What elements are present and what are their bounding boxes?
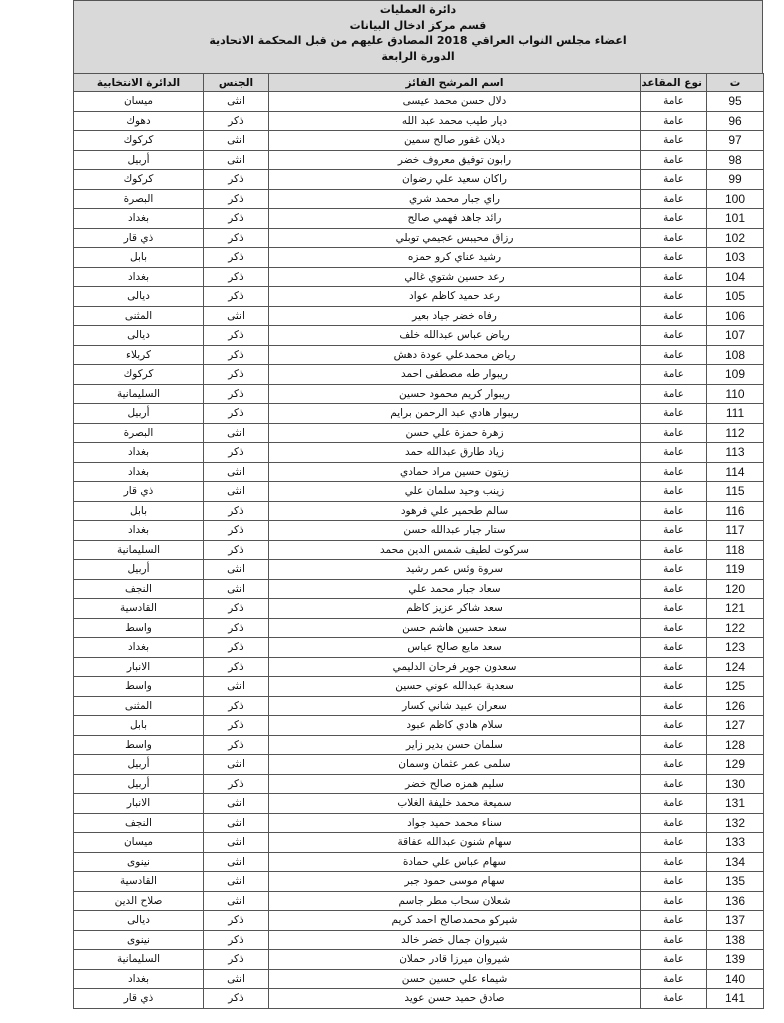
table-row xyxy=(74,248,764,268)
row-seat-type: عامة xyxy=(641,326,707,346)
row-candidate-name: سميعة محمد خليفة الغلاب xyxy=(269,794,641,814)
row-number: 137 xyxy=(707,911,764,931)
row-candidate-name: ريبوار كريم محمود حسين xyxy=(269,384,641,404)
row-number: 125 xyxy=(707,677,764,697)
row-candidate-name: زينب وحيد سلمان علي xyxy=(269,482,641,502)
row-candidate-name: سلمان حسن بدير زاير xyxy=(269,735,641,755)
table-row xyxy=(74,228,764,248)
row-gender: انثى xyxy=(204,833,269,853)
row-candidate-name: رشيد عناي كرو حمزه xyxy=(269,248,641,268)
row-gender: انثى xyxy=(204,462,269,482)
table-row xyxy=(74,521,764,541)
table-row xyxy=(74,384,764,404)
row-district: السليمانية xyxy=(74,384,204,404)
row-district: أربيل xyxy=(74,755,204,775)
table-row xyxy=(74,638,764,658)
row-candidate-name: سعدون جوير فرحان الدليمي xyxy=(269,657,641,677)
row-seat-type: عامة xyxy=(641,150,707,170)
row-seat-type: عامة xyxy=(641,677,707,697)
row-district: بابل xyxy=(74,501,204,521)
row-number: 128 xyxy=(707,735,764,755)
header-department: دائرة العمليات xyxy=(379,3,457,16)
row-gender: انثى xyxy=(204,150,269,170)
members-table xyxy=(73,73,764,1009)
row-gender: انثى xyxy=(204,423,269,443)
row-candidate-name: سعد شاكر عزيز كاظم xyxy=(269,599,641,619)
row-number: 135 xyxy=(707,872,764,892)
row-candidate-name: شيماء علي حسين حسن xyxy=(269,969,641,989)
row-seat-type: عامة xyxy=(641,891,707,911)
row-district: نينوى xyxy=(74,852,204,872)
row-gender: ذكر xyxy=(204,735,269,755)
table-row xyxy=(74,92,764,112)
table-row xyxy=(74,501,764,521)
table-row xyxy=(74,345,764,365)
row-seat-type: عامة xyxy=(641,735,707,755)
row-number: 116 xyxy=(707,501,764,521)
row-number: 108 xyxy=(707,345,764,365)
row-seat-type: عامة xyxy=(641,833,707,853)
row-seat-type: عامة xyxy=(641,852,707,872)
row-district: بغداد xyxy=(74,462,204,482)
row-seat-type: عامة xyxy=(641,911,707,931)
row-gender: ذكر xyxy=(204,248,269,268)
row-seat-type: عامة xyxy=(641,443,707,463)
table-row xyxy=(74,852,764,872)
table-row xyxy=(74,443,764,463)
row-seat-type: عامة xyxy=(641,482,707,502)
row-seat-type: عامة xyxy=(641,501,707,521)
row-gender: انثى xyxy=(204,813,269,833)
row-seat-type: عامة xyxy=(641,423,707,443)
row-candidate-name: ستار جبار عبدالله حسن xyxy=(269,521,641,541)
row-number: 131 xyxy=(707,794,764,814)
table-row xyxy=(74,462,764,482)
row-gender: انثى xyxy=(204,794,269,814)
row-number: 95 xyxy=(707,92,764,112)
row-district: المثنى xyxy=(74,696,204,716)
table-row xyxy=(74,209,764,229)
row-seat-type: عامة xyxy=(641,521,707,541)
row-district: النجف xyxy=(74,579,204,599)
header-title: اعضاء مجلس النواب العراقي 2018 المصادق عليهم من قبل المحكمة الاتحادية xyxy=(209,34,627,47)
row-gender: انثى xyxy=(204,579,269,599)
row-number: 113 xyxy=(707,443,764,463)
row-gender: ذكر xyxy=(204,287,269,307)
row-candidate-name: رياض عباس عبدالله خلف xyxy=(269,326,641,346)
row-candidate-name: راكان سعيد علي رضوان xyxy=(269,170,641,190)
row-candidate-name: سعران عبيد شاني كسار xyxy=(269,696,641,716)
row-number: 103 xyxy=(707,248,764,268)
row-gender: ذكر xyxy=(204,345,269,365)
row-seat-type: عامة xyxy=(641,170,707,190)
row-number: 140 xyxy=(707,969,764,989)
row-candidate-name: سليم همزه صالح خضر xyxy=(269,774,641,794)
row-seat-type: عامة xyxy=(641,462,707,482)
row-district: كركوك xyxy=(74,170,204,190)
table-row xyxy=(74,735,764,755)
row-gender: ذكر xyxy=(204,404,269,424)
row-district: بابل xyxy=(74,716,204,736)
row-gender: انثى xyxy=(204,969,269,989)
row-candidate-name: سهام شنون عبدالله عفاقة xyxy=(269,833,641,853)
row-number: 115 xyxy=(707,482,764,502)
row-gender: ذكر xyxy=(204,989,269,1009)
row-district: النجف xyxy=(74,813,204,833)
row-seat-type: عامة xyxy=(641,306,707,326)
table-row xyxy=(74,111,764,131)
row-number: 99 xyxy=(707,170,764,190)
row-district: بغداد xyxy=(74,209,204,229)
row-candidate-name: شيركو محمدصالح احمد كريم xyxy=(269,911,641,931)
row-candidate-name: سلمى عمر عثمان وسمان xyxy=(269,755,641,775)
row-seat-type: عامة xyxy=(641,111,707,131)
row-number: 120 xyxy=(707,579,764,599)
row-gender: ذكر xyxy=(204,111,269,131)
row-seat-type: عامة xyxy=(641,813,707,833)
table-row xyxy=(74,326,764,346)
row-district: بغداد xyxy=(74,267,204,287)
row-district: بابل xyxy=(74,248,204,268)
row-candidate-name: سعد مايع صالح عباس xyxy=(269,638,641,658)
row-candidate-name: سروة وئس عمر رشيد xyxy=(269,560,641,580)
table-row xyxy=(74,404,764,424)
row-candidate-name: رابون توفيق معروف خضر xyxy=(269,150,641,170)
row-seat-type: عامة xyxy=(641,716,707,736)
row-district: صلاح الدين xyxy=(74,891,204,911)
row-seat-type: عامة xyxy=(641,872,707,892)
row-seat-type: عامة xyxy=(641,969,707,989)
row-gender: ذكر xyxy=(204,540,269,560)
table-row xyxy=(74,131,764,151)
row-candidate-name: سهام عباس علي حمادة xyxy=(269,852,641,872)
row-seat-type: عامة xyxy=(641,540,707,560)
row-number: 123 xyxy=(707,638,764,658)
row-seat-type: عامة xyxy=(641,930,707,950)
row-number: 141 xyxy=(707,989,764,1009)
header-gender: الجنس xyxy=(204,74,269,92)
row-seat-type: عامة xyxy=(641,365,707,385)
row-number: 109 xyxy=(707,365,764,385)
row-district: بغداد xyxy=(74,521,204,541)
row-gender: ذكر xyxy=(204,267,269,287)
row-district: كربلاء xyxy=(74,345,204,365)
row-gender: ذكر xyxy=(204,384,269,404)
table-row xyxy=(74,170,764,190)
row-candidate-name: سركوت لطيف شمس الدين محمد xyxy=(269,540,641,560)
row-district: القادسية xyxy=(74,599,204,619)
row-number: 104 xyxy=(707,267,764,287)
row-seat-type: عامة xyxy=(641,228,707,248)
row-candidate-name: رعد حميد كاظم عواد xyxy=(269,287,641,307)
row-number: 111 xyxy=(707,404,764,424)
row-district: كركوك xyxy=(74,131,204,151)
row-district: السليمانية xyxy=(74,950,204,970)
row-seat-type: عامة xyxy=(641,696,707,716)
row-seat-type: عامة xyxy=(641,950,707,970)
row-number: 133 xyxy=(707,833,764,853)
row-candidate-name: دلال حسن محمد عيسى xyxy=(269,92,641,112)
row-seat-type: عامة xyxy=(641,989,707,1009)
row-district: ديالى xyxy=(74,287,204,307)
row-district: ميسان xyxy=(74,92,204,112)
row-district: السليمانية xyxy=(74,540,204,560)
row-seat-type: عامة xyxy=(641,599,707,619)
table-row xyxy=(74,423,764,443)
row-gender: انثى xyxy=(204,872,269,892)
row-candidate-name: ريبوار هادي عبد الرحمن برايم xyxy=(269,404,641,424)
row-seat-type: عامة xyxy=(641,248,707,268)
row-candidate-name: زيتون حسين مراد حمادي xyxy=(269,462,641,482)
row-candidate-name: سعدية عبدالله عوني حسين xyxy=(269,677,641,697)
row-district: واسط xyxy=(74,618,204,638)
header-district: الدائرة الانتخابية xyxy=(74,74,204,92)
table-row xyxy=(74,579,764,599)
row-gender: انثى xyxy=(204,891,269,911)
row-number: 107 xyxy=(707,326,764,346)
row-seat-type: عامة xyxy=(641,267,707,287)
row-gender: ذكر xyxy=(204,365,269,385)
row-number: 110 xyxy=(707,384,764,404)
row-gender: انثى xyxy=(204,306,269,326)
header-session: الدورة الرابعة xyxy=(381,49,455,63)
row-number: 139 xyxy=(707,950,764,970)
row-district: ديالى xyxy=(74,326,204,346)
table-row xyxy=(74,657,764,677)
row-district: البصرة xyxy=(74,423,204,443)
header-seat-type: نوع المقاعد xyxy=(641,74,707,92)
row-candidate-name: رياض محمدعلي عودة دهش xyxy=(269,345,641,365)
row-district: المثنى xyxy=(74,306,204,326)
row-candidate-name: سالم طحمير علي فرهود xyxy=(269,501,641,521)
table-header-row xyxy=(74,74,764,92)
row-district: ذي قار xyxy=(74,228,204,248)
row-seat-type: عامة xyxy=(641,618,707,638)
row-number: 127 xyxy=(707,716,764,736)
table-row xyxy=(74,911,764,931)
row-district: أربيل xyxy=(74,560,204,580)
row-number: 138 xyxy=(707,930,764,950)
row-number: 100 xyxy=(707,189,764,209)
row-gender: ذكر xyxy=(204,774,269,794)
row-seat-type: عامة xyxy=(641,384,707,404)
table-row xyxy=(74,969,764,989)
row-number: 102 xyxy=(707,228,764,248)
row-gender: انثى xyxy=(204,852,269,872)
row-number: 121 xyxy=(707,599,764,619)
row-number: 126 xyxy=(707,696,764,716)
row-candidate-name: سهام موسى حمود جبر xyxy=(269,872,641,892)
row-seat-type: عامة xyxy=(641,189,707,209)
row-candidate-name: رائد جاهد فهمي صالح xyxy=(269,209,641,229)
table-row xyxy=(74,950,764,970)
table-row xyxy=(74,540,764,560)
row-candidate-name: شيروان ميرزا قادر حملان xyxy=(269,950,641,970)
row-candidate-name: زهرة حمزة علي حسن xyxy=(269,423,641,443)
row-gender: ذكر xyxy=(204,657,269,677)
row-district: الانبار xyxy=(74,657,204,677)
row-candidate-name: سلام هادي كاظم عبود xyxy=(269,716,641,736)
row-district: ذي قار xyxy=(74,482,204,502)
row-number: 119 xyxy=(707,560,764,580)
table-row xyxy=(74,677,764,697)
row-district: أربيل xyxy=(74,774,204,794)
row-district: كركوك xyxy=(74,365,204,385)
table-row xyxy=(74,267,764,287)
row-gender: ذكر xyxy=(204,638,269,658)
table-row xyxy=(74,306,764,326)
row-seat-type: عامة xyxy=(641,794,707,814)
row-gender: ذكر xyxy=(204,950,269,970)
row-candidate-name: ريبوار طه مصطفى احمد xyxy=(269,365,641,385)
row-number: 101 xyxy=(707,209,764,229)
table-row xyxy=(74,482,764,502)
row-gender: انثى xyxy=(204,131,269,151)
table-row xyxy=(74,774,764,794)
row-number: 118 xyxy=(707,540,764,560)
row-gender: ذكر xyxy=(204,716,269,736)
row-district: دهوك xyxy=(74,111,204,131)
row-candidate-name: سناء محمد حميد جواد xyxy=(269,813,641,833)
row-number: 97 xyxy=(707,131,764,151)
table-row xyxy=(74,989,764,1009)
row-candidate-name: ديلان غفور صالح سمين xyxy=(269,131,641,151)
row-number: 136 xyxy=(707,891,764,911)
row-gender: ذكر xyxy=(204,696,269,716)
row-gender: انثى xyxy=(204,677,269,697)
row-candidate-name: شيروان جمال خضر خالد xyxy=(269,930,641,950)
table-row xyxy=(74,794,764,814)
row-district: بغداد xyxy=(74,638,204,658)
row-seat-type: عامة xyxy=(641,657,707,677)
row-number: 122 xyxy=(707,618,764,638)
table-row xyxy=(74,618,764,638)
row-number: 106 xyxy=(707,306,764,326)
row-gender: ذكر xyxy=(204,443,269,463)
document-sheet xyxy=(73,0,763,1009)
row-seat-type: عامة xyxy=(641,755,707,775)
row-gender: ذكر xyxy=(204,501,269,521)
row-district: ديالى xyxy=(74,911,204,931)
row-district: القادسية xyxy=(74,872,204,892)
row-candidate-name: سعاد جبار محمد علي xyxy=(269,579,641,599)
row-number: 96 xyxy=(707,111,764,131)
table-row xyxy=(74,599,764,619)
table-row xyxy=(74,560,764,580)
table-row xyxy=(74,833,764,853)
row-number: 105 xyxy=(707,287,764,307)
row-seat-type: عامة xyxy=(641,404,707,424)
table-row xyxy=(74,696,764,716)
row-candidate-name: رزاق محيبس عجيمي توبلي xyxy=(269,228,641,248)
row-candidate-name: شعلان سحاب مطر جاسم xyxy=(269,891,641,911)
row-number: 112 xyxy=(707,423,764,443)
row-number: 130 xyxy=(707,774,764,794)
table-row xyxy=(74,716,764,736)
row-candidate-name: رفاه خضر جياد بعير xyxy=(269,306,641,326)
table-row xyxy=(74,872,764,892)
row-number: 117 xyxy=(707,521,764,541)
row-candidate-name: سعد حسين هاشم حسن xyxy=(269,618,641,638)
row-gender: انثى xyxy=(204,560,269,580)
row-seat-type: عامة xyxy=(641,638,707,658)
row-district: ذي قار xyxy=(74,989,204,1009)
row-district: أربيل xyxy=(74,150,204,170)
row-gender: ذكر xyxy=(204,911,269,931)
row-district: نينوى xyxy=(74,930,204,950)
row-seat-type: عامة xyxy=(641,131,707,151)
row-gender: انثى xyxy=(204,92,269,112)
row-seat-type: عامة xyxy=(641,774,707,794)
row-district: أربيل xyxy=(74,404,204,424)
table-row xyxy=(74,365,764,385)
row-district: البصرة xyxy=(74,189,204,209)
row-candidate-name: راي جبار محمد شري xyxy=(269,189,641,209)
row-gender: ذكر xyxy=(204,170,269,190)
row-gender: انثى xyxy=(204,755,269,775)
table-row xyxy=(74,150,764,170)
row-seat-type: عامة xyxy=(641,287,707,307)
table-row xyxy=(74,891,764,911)
row-seat-type: عامة xyxy=(641,579,707,599)
table-row xyxy=(74,287,764,307)
row-candidate-name: رعد حسين شتوي غالي xyxy=(269,267,641,287)
row-district: بغداد xyxy=(74,443,204,463)
row-seat-type: عامة xyxy=(641,560,707,580)
table-row xyxy=(74,813,764,833)
row-candidate-name: صادق حميد حسن عويد xyxy=(269,989,641,1009)
document-header xyxy=(73,0,763,73)
row-district: الانبار xyxy=(74,794,204,814)
row-candidate-name: ديار طيب محمد عبد الله xyxy=(269,111,641,131)
row-gender: ذكر xyxy=(204,228,269,248)
row-district: واسط xyxy=(74,677,204,697)
row-number: 132 xyxy=(707,813,764,833)
row-district: ميسان xyxy=(74,833,204,853)
row-gender: ذكر xyxy=(204,189,269,209)
row-seat-type: عامة xyxy=(641,209,707,229)
row-gender: ذكر xyxy=(204,326,269,346)
row-gender: ذكر xyxy=(204,930,269,950)
row-gender: ذكر xyxy=(204,618,269,638)
row-gender: انثى xyxy=(204,482,269,502)
table-row xyxy=(74,755,764,775)
row-gender: ذكر xyxy=(204,599,269,619)
row-district: بغداد xyxy=(74,969,204,989)
header-name: اسم المرشح الفائز xyxy=(269,74,641,92)
row-number: 124 xyxy=(707,657,764,677)
table-row xyxy=(74,189,764,209)
row-number: 114 xyxy=(707,462,764,482)
row-gender: ذكر xyxy=(204,209,269,229)
row-district: واسط xyxy=(74,735,204,755)
row-number: 98 xyxy=(707,150,764,170)
row-gender: ذكر xyxy=(204,521,269,541)
row-number: 129 xyxy=(707,755,764,775)
row-seat-type: عامة xyxy=(641,92,707,112)
table-row xyxy=(74,930,764,950)
header-section: قسم مركز ادخال البيانات xyxy=(349,18,487,32)
row-number: 134 xyxy=(707,852,764,872)
row-candidate-name: زياد طارق عبدالله حمد xyxy=(269,443,641,463)
row-seat-type: عامة xyxy=(641,345,707,365)
header-num: ت xyxy=(707,74,764,92)
